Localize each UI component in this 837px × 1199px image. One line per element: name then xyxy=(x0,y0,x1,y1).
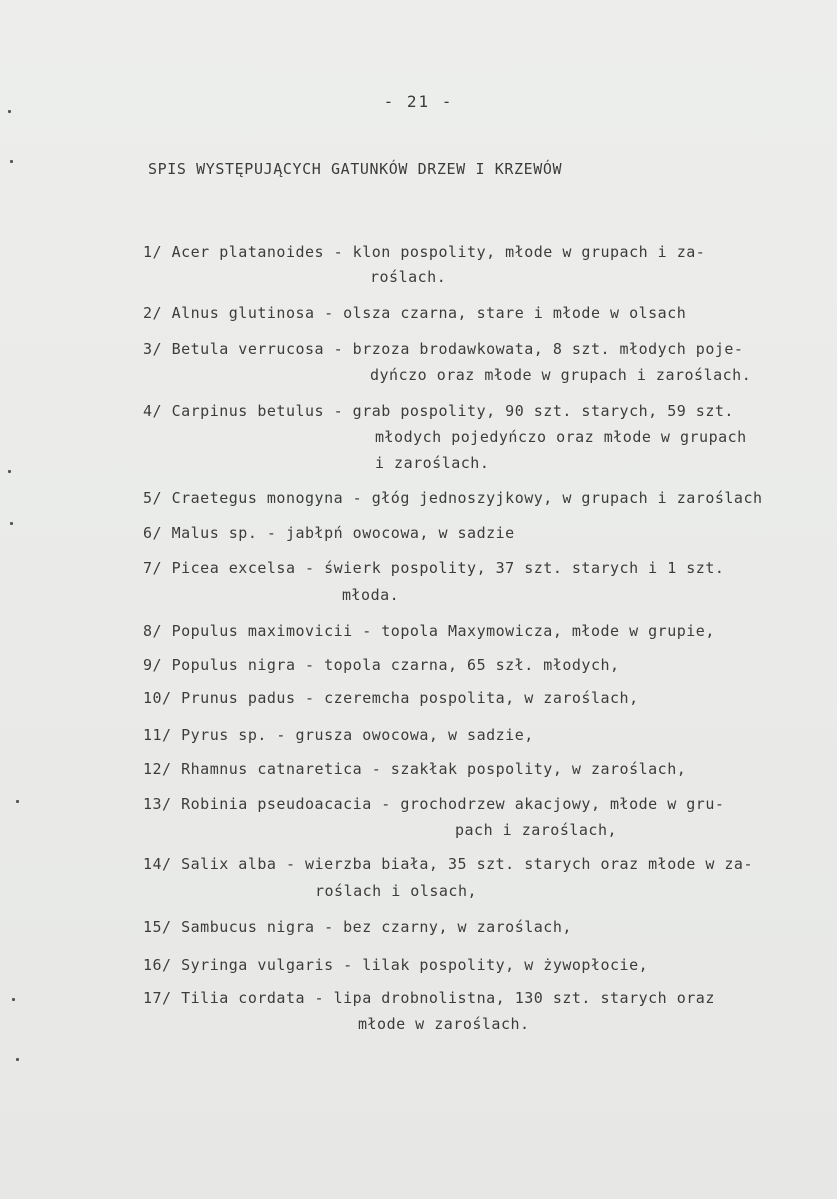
page-number: - 21 - xyxy=(383,92,454,111)
document-title: SPIS WYSTĘPUJĄCYCH GATUNKÓW DRZEW I KRZEWÓW xyxy=(148,160,563,178)
list-item-4-line-1: 4/ Carpinus betulus - grab pospolity, 90 szt. starych, 59 szt. xyxy=(143,402,734,420)
list-item-4-line-2: młodych pojedyńczo oraz młode w grupach xyxy=(375,428,747,446)
scan-speck xyxy=(16,1058,19,1061)
list-item-12-line-1: 12/ Rhamnus catnaretica - szakłak pospolity, w zaroślach, xyxy=(143,760,687,778)
list-item-17-line-2: młode w zaroślach. xyxy=(358,1015,530,1033)
scan-speck xyxy=(16,800,19,803)
list-item-11-line-1: 11/ Pyrus sp. - grusza owocowa, w sadzie, xyxy=(143,726,534,744)
list-item-5-line-1: 5/ Craetegus monogyna - głóg jednoszyjkowy, w grupach i zaroślach xyxy=(143,489,763,507)
scan-speck xyxy=(10,522,13,525)
list-item-7-line-1: 7/ Picea excelsa - świerk pospolity, 37 szt. starych i 1 szt. xyxy=(143,559,725,577)
list-item-2-line-1: 2/ Alnus glutinosa - olsza czarna, stare i młode w olsach xyxy=(143,304,687,322)
list-item-17-line-1: 17/ Tilia cordata - lipa drobnolistna, 130 szt. starych oraz xyxy=(143,989,715,1007)
scan-speck xyxy=(8,470,11,473)
list-item-13-line-1: 13/ Robinia pseudoacacia - grochodrzew akacjowy, młode w gru- xyxy=(143,795,725,813)
list-item-7-line-2: młoda. xyxy=(342,586,400,604)
list-item-1-line-1: 1/ Acer platanoides - klon pospolity, młode w grupach i za- xyxy=(143,243,706,261)
list-item-1-line-2: roślach. xyxy=(370,268,447,286)
list-item-9-line-1: 9/ Populus nigra - topola czarna, 65 szł. młodych, xyxy=(143,656,620,674)
scan-speck xyxy=(8,110,11,113)
list-item-4-line-3: i zaroślach. xyxy=(375,454,490,472)
list-item-3-line-2: dyńczo oraz młode w grupach i zaroślach. xyxy=(370,366,752,384)
list-item-16-line-1: 16/ Syringa vulgaris - lilak pospolity, w żywopłocie, xyxy=(143,956,649,974)
list-item-10-line-1: 10/ Prunus padus - czeremcha pospolita, w zaroślach, xyxy=(143,689,639,707)
scan-speck xyxy=(12,998,15,1001)
scan-speck xyxy=(10,160,13,163)
list-item-13-line-2: pach i zaroślach, xyxy=(455,821,618,839)
list-item-6-line-1: 6/ Malus sp. - jabłpń owocowa, w sadzie xyxy=(143,524,515,542)
list-item-15-line-1: 15/ Sambucus nigra - bez czarny, w zaroślach, xyxy=(143,918,572,936)
list-item-14-line-2: roślach i olsach, xyxy=(315,882,478,900)
list-item-8-line-1: 8/ Populus maximovicii - topola Maxymowicza, młode w grupie, xyxy=(143,622,715,640)
list-item-3-line-1: 3/ Betula verrucosa - brzoza brodawkowata, 8 szt. młodych poje- xyxy=(143,340,744,358)
list-item-14-line-1: 14/ Salix alba - wierzba biała, 35 szt. starych oraz młode w za- xyxy=(143,855,753,873)
